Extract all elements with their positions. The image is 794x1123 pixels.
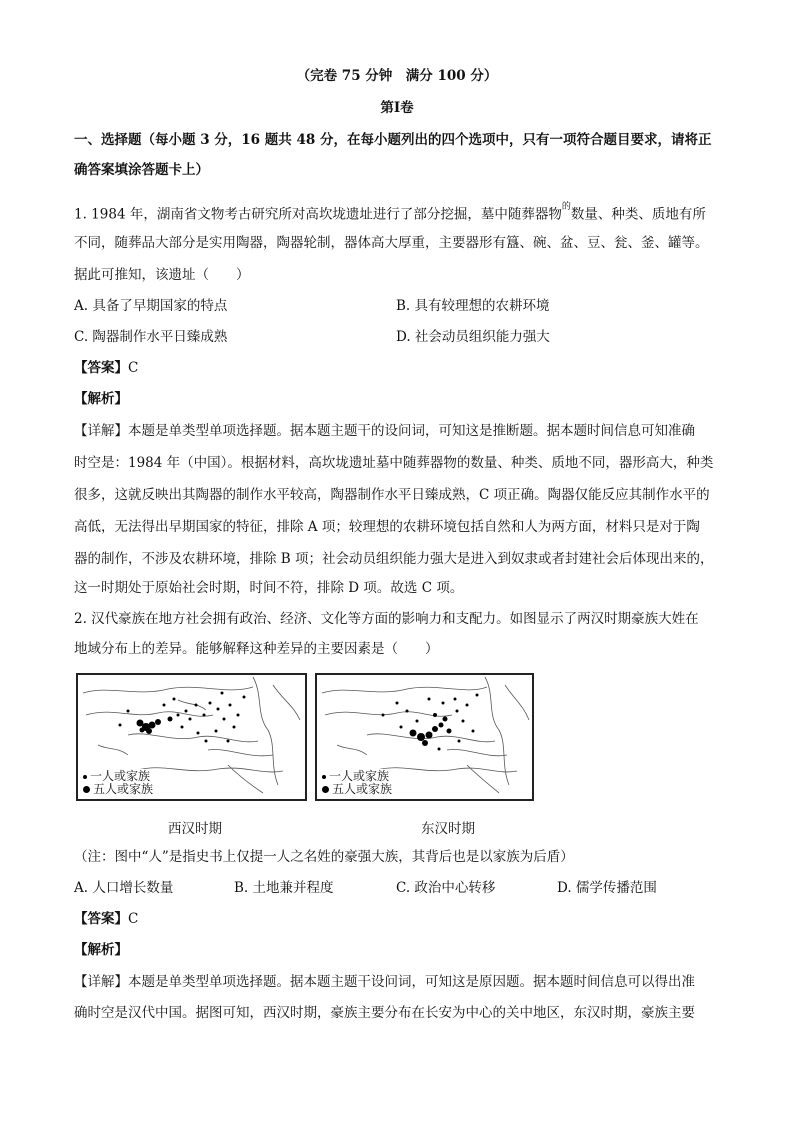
- small-dot-icon: [322, 775, 326, 779]
- q1-answer-value: C: [128, 360, 139, 376]
- legend-large-row: [322, 783, 392, 796]
- q2-answer-value: C: [128, 911, 139, 927]
- legend-large-row: [83, 783, 153, 796]
- q1-answer: [74, 358, 138, 378]
- q1-detail-line: 高低，无法得出早期国家的特征，排除 A 项；较理想的农耕环境包括自然和人为两方面，材料只是对于陶: [74, 519, 700, 535]
- large-dot-icon: [322, 786, 329, 793]
- exam-info: （完卷 75 分钟 满分 100 分）: [296, 68, 498, 84]
- q1-stem-line3: 据此可推知，该遗址（ ）: [74, 267, 250, 283]
- q2-option-c: C. 政治中心转移: [396, 880, 496, 896]
- q1-answer-label: 【答案】: [74, 360, 128, 376]
- q2-answer-label: 【答案】: [74, 911, 128, 927]
- west-map-legend: [80, 769, 156, 797]
- q1-option-b: B. 具有较理想的农耕环境: [396, 298, 550, 314]
- q1-superscript: 的: [561, 202, 571, 212]
- section-instructions-line1: 一、选择题（每小题 3 分，16 题共 48 分，在每小题列出的四个选项中，只有一项符合题目要求，请将正: [74, 132, 712, 148]
- q2-analysis-label: 【解析】: [74, 942, 128, 958]
- q2-answer: [74, 909, 138, 929]
- q1-stem-text: 1. 1984 年，湖南省文物考古研究所对高坎垅遗址进行了部分挖掘，墓中随葬器物: [74, 206, 562, 223]
- q1-detail-line: 这一时期处于原始社会时期，时间不符，排除 D 项。故选 C 项。: [74, 580, 464, 596]
- q2-detail-line: 【详解】本题是单类型单项选择题。据本题主题干设问词，可知这是原因题。据本题时间信息可以得出准: [74, 974, 695, 990]
- q2-option-b: B. 土地兼并程度: [234, 880, 334, 896]
- q2-stem-line1: 2. 汉代豪族在地方社会拥有政治、经济、文化等方面的影响力和支配力。如图显示了两汉时期豪族大姓在: [74, 611, 699, 627]
- q1-stem-line2: 不同，随葬品大部分是实用陶器，陶器轮制，器体高大厚重，主要器形有簋、碗、盆、豆、瓮、釜、罐等。: [74, 235, 709, 251]
- q2-note: （注：图中“人”是指史书上仅提一人之名姓的豪强大族，其背后也是以家族为后盾）: [74, 849, 574, 865]
- q2-detail-line: 确时空是汉代中国。据图可知，西汉时期，豪族主要分布在长安为中心的关中地区，东汉时期，豪族主要: [74, 1005, 695, 1021]
- q1-option-d: D. 社会动员组织能力强大: [396, 329, 550, 345]
- q1-analysis-label: 【解析】: [74, 391, 128, 407]
- q1-detail-line: 器的制作，不涉及农耕环境，排除 B 项；社会动员组织能力强大是进入到奴隶或者封建社会后体现出来的，: [74, 551, 714, 567]
- q1-option-c: C. 陶器制作水平日臻成熟: [74, 329, 228, 345]
- q1-detail-line: 【详解】本题是单类型单项选择题。据本题主题干的设问词，可知这是推断题。据本题时间信息可知准确: [74, 423, 695, 439]
- east-han-map: [315, 673, 534, 801]
- q1-stem-tail: 数量、种类、质地有所: [570, 206, 706, 223]
- q1-option-a: A. 具备了早期国家的特点: [74, 298, 228, 314]
- caption-west-han: 西汉时期: [168, 821, 222, 837]
- legend-small-label: 一人或家族: [329, 769, 390, 783]
- section-instructions-line2: 确答案填涂答题卡上）: [74, 162, 209, 178]
- small-dot-icon: [83, 775, 87, 779]
- volume-title: 第Ⅰ卷: [380, 100, 414, 116]
- legend-large-label: 五人或家族: [332, 782, 393, 796]
- q2-stem-line2: 地域分布上的差异。能够解释这种差异的主要因素是（ ）: [74, 641, 439, 657]
- legend-small-label: 一人或家族: [90, 769, 151, 783]
- q1-detail-line: 时空是：1984 年（中国）。根据材料，高坎垅遗址墓中随葬器物的数量、种类、质地不同，器形高大，种类: [74, 455, 714, 471]
- legend-large-label: 五人或家族: [93, 782, 154, 796]
- east-map-legend: [319, 769, 395, 797]
- q1-stem-line1: [74, 201, 706, 225]
- q1-detail-line: 很多，这就反映出其陶器的制作水平较高，陶器制作水平日臻成熟，C 项正确。陶器仅能反应其制作水平的: [74, 487, 710, 503]
- q2-option-a: A. 人口增长数量: [74, 880, 174, 896]
- west-han-map: [76, 673, 307, 801]
- large-dot-icon: [83, 786, 90, 793]
- caption-east-han: 东汉时期: [421, 821, 475, 837]
- q2-option-d: D. 儒学传播范围: [557, 880, 657, 896]
